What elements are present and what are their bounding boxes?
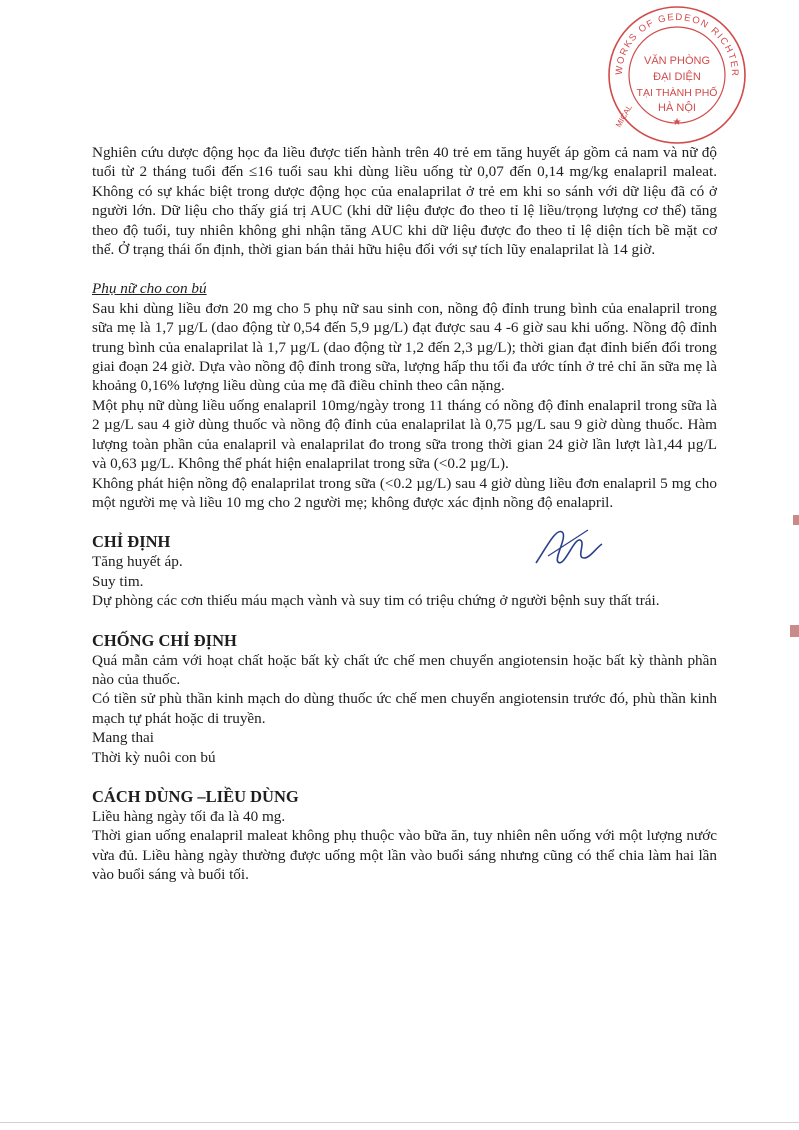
star-icon: ★ — [672, 117, 682, 128]
contraindication-item: Thời kỳ nuôi con bú — [92, 748, 216, 766]
dosage-item: Liều hàng ngày tối đa là 40 mg. — [92, 807, 286, 825]
contraindications-heading: CHỐNG CHỈ ĐỊNH — [92, 630, 237, 650]
dosage-heading: CÁCH DÙNG –LIỀU DÙNG — [92, 786, 299, 806]
stamp-line-4: HÀ NỘI — [658, 102, 696, 114]
pk-paragraph: Nghiên cứu dược động học đa liều được tiến hành trên 40 trẻ em tăng huyết áp gồm cả nam và nữ độ tuổi từ 2 tháng tuổi đến ≤16 tuổi sau khi dùng liều uống từ 0,07 đến 0,14 mg/kg enalapril maleat. Không có sự khác biệt trong dược động học của enalaprilat ở trẻ em khi so sánh với dữ liệu đã có ở người lớn. Dữ liệu cho thấy giá trị AUC (khi dữ liệu được đo theo tỉ lệ liều/trọng lượng cơ thể) tăng theo độ tuổi, tuy nhiên không ghi nhận tăng AUC khi dữ liệu được đo theo tỉ lệ diện tích bề mặt cơ thể. Ở trạng thái ổn định, thời gian bán thải hữu hiệu đối với sự tích lũy enalaprilat là 14 giờ. — [92, 144, 717, 259]
breastfeeding-subheading: Phụ nữ cho con bú — [92, 280, 207, 298]
breastfeeding-paragraph-3: Không phát hiện nồng độ enalaprilat trong sữa (<0.2 µg/L) sau 4 giờ dùng liều đơn enalapril 5 mg cho một người mẹ và liều 10 mg cho 2 người mẹ; không được xác định nồng độ enalapril. — [92, 474, 717, 511]
indication-item: Dự phòng các cơn thiếu máu mạch vành và suy tim có triệu chứng ở người bệnh suy thất trái. — [92, 592, 660, 610]
stamp-line-1: VĂN PHÒNG — [643, 55, 711, 67]
stamp-line-3: TẠI THÀNH PHỐ — [636, 87, 718, 99]
indication-item: Tăng huyết áp. — [92, 553, 183, 571]
indications-heading: CHỈ ĐỊNH — [92, 532, 171, 552]
document-body — [92, 143, 717, 885]
contraindication-item: Có tiền sử phù thần kinh mạch do dùng thuốc ức chế men chuyển angiotensin trước đó, phù thần kinh mạch tự phát hoặc di truyền. — [92, 690, 717, 727]
edge-mark — [793, 515, 799, 525]
page-bottom-edge — [0, 1122, 799, 1123]
breastfeeding-paragraph-2: Một phụ nữ dùng liều uống enalapril 10mg/ngày trong 11 tháng có nồng độ đỉnh enalapril trong sữa là 2 µg/L sau 4 giờ dùng thuốc và nồng độ đỉnh của enalaprilat là 0,75 µg/L sau 9 giờ dùng thuốc. Hàm lượng toàn phần của enalapril và enalaprilat đo trong sữa trong thời gian 24 giờ lần lượt là1,44 µg/L và 0,63 µg/L. Không thể phát hiện enalaprilat trong sữa (<0.2 µg/L). — [92, 396, 717, 473]
stamp-left-text: MICAL — [613, 103, 634, 129]
indication-item: Suy tim. — [92, 572, 144, 590]
stamp-outer-text: WORKS OF GEDEON RICHTER — [613, 11, 741, 78]
dosage-item: Thời gian uống enalapril maleat không phụ thuộc vào bữa ăn, tuy nhiên nên uống với một lượng nước vừa đủ. Liều hàng ngày thường được uống một lần vào buổi sáng nhưng cũng có thể chia làm hai lần vào buổi sáng và buổi tối. — [92, 827, 717, 884]
breastfeeding-paragraph-1: Sau khi dùng liều đơn 20 mg cho 5 phụ nữ sau sinh con, nồng độ đỉnh trung bình của enalapril trong sữa mẹ là 1,7 µg/L (dao động từ 0,54 đến 5,9 µg/L) đạt được sau 4 -6 giờ sau khi uống. Nồng độ đỉnh trung bình của enalaprilat là 1,7 µg/L (dao động từ 1,2 đến 2,3 µg/L); thời gian đạt đỉnh biến đổi trong giai đoạn 24 giờ. Dựa vào nồng độ đỉnh trong sữa, lượng hấp thu tối đa ước tính ở trẻ chỉ ăn sữa mẹ là khoảng 0,16% lượng liều dùng của mẹ đã điều chỉnh theo cân nặng. — [92, 299, 717, 395]
stamp-line-2: ĐẠI DIỆN — [653, 71, 701, 83]
svg-text:WORKS OF GEDEON RICHTER — [614, 12, 740, 78]
office-stamp — [602, 0, 752, 150]
edge-mark — [790, 625, 799, 637]
contraindication-item: Quá mẫn cảm với hoạt chất hoặc bất kỳ chất ức chế men chuyển angiotensin hoặc bất kỳ thành phần nào của thuốc. — [92, 651, 717, 688]
contraindication-item: Mang thai — [92, 729, 155, 747]
